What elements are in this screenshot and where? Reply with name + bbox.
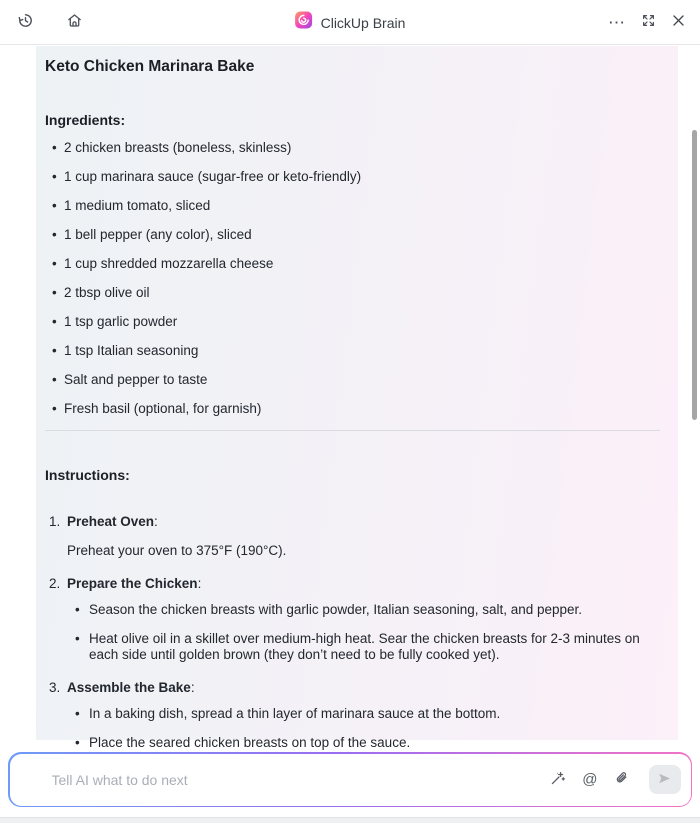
clickup-brain-logo-icon — [295, 11, 313, 34]
ingredient-item: • 1 medium tomato, sliced — [52, 198, 664, 214]
mention-button[interactable] — [582, 772, 597, 787]
paper-plane-icon — [657, 771, 672, 789]
step-bullet: • Place the seared chicken breasts on top of the sauce. — [75, 735, 664, 751]
ingredient-item: • Fresh basil (optional, for garnish) — [52, 401, 664, 417]
instructions-heading: Instructions: — [45, 467, 130, 483]
at-sign-icon: @ — [582, 771, 598, 788]
vertical-scrollbar-thumb[interactable] — [692, 130, 697, 420]
ingredient-item: • 1 tsp Italian seasoning — [52, 343, 664, 359]
ingredients-list — [45, 140, 664, 417]
expand-button[interactable] — [641, 13, 656, 31]
ingredient-item: • 1 bell pepper (any color), sliced — [52, 227, 664, 243]
recipe-title: Keto Chicken Marinara Bake — [45, 58, 255, 75]
step-title: Preheat Oven: — [67, 514, 158, 529]
ai-composer — [8, 752, 692, 807]
magic-wand-icon — [549, 770, 566, 790]
composer-inner — [10, 754, 691, 806]
attach-button[interactable] — [614, 770, 630, 789]
topbar-title-group — [295, 0, 406, 45]
composer-toolbar — [549, 765, 680, 794]
paperclip-icon — [614, 770, 630, 789]
ai-response-panel — [36, 46, 678, 750]
history-icon — [17, 12, 34, 32]
topbar-left — [0, 12, 83, 32]
expand-icon — [641, 13, 656, 31]
ingredient-item: • Salt and pepper to taste — [52, 372, 664, 388]
topbar-right — [608, 13, 700, 31]
close-button[interactable] — [671, 13, 686, 31]
instruction-step — [45, 680, 664, 751]
home-button[interactable] — [66, 12, 83, 32]
instruction-step — [45, 514, 664, 559]
ingredient-item: • 1 tsp garlic powder — [52, 314, 664, 330]
ingredient-item: • 1 cup shredded mozzarella cheese — [52, 256, 664, 272]
step-title: Prepare the Chicken: — [67, 576, 202, 591]
step-number: 2. — [49, 576, 61, 591]
step-bullet: • Season the chicken breasts with garlic powder, Italian seasoning, salt, and pepper. — [75, 602, 664, 618]
step-bullet: • Heat olive oil in a skillet over medium-high heat. Sear the chicken breasts for 2-3 minutes on each side until golden brown (they don’t need to be fully cooked yet). — [75, 631, 664, 663]
ai-tools-button[interactable] — [549, 770, 566, 790]
ingredient-item: • 1 cup marinara sauce (sugar-free or keto-friendly) — [52, 169, 664, 185]
instructions-list — [45, 514, 664, 751]
step-number: 3. — [49, 680, 61, 695]
ingredient-item: • 2 tbsp olive oil — [52, 285, 664, 301]
ingredient-item: • 2 chicken breasts (boneless, skinless) — [52, 140, 664, 156]
ellipsis-icon: ⋯ — [608, 12, 626, 32]
window-bottom-edge — [0, 817, 700, 823]
step-bullet: • In a baking dish, spread a thin layer of marinara sauce at the bottom. — [75, 706, 664, 722]
window-title: ClickUp Brain — [320, 14, 406, 31]
home-icon — [66, 12, 83, 32]
topbar — [0, 0, 700, 45]
instruction-step — [45, 576, 664, 663]
step-title: Assemble the Bake: — [67, 680, 195, 695]
ai-prompt-input[interactable] — [50, 771, 550, 789]
step-number: 1. — [49, 514, 61, 529]
section-divider — [45, 430, 660, 431]
more-options-button[interactable] — [608, 14, 626, 31]
ingredients-heading: Ingredients: — [45, 112, 126, 128]
step-text: Preheat your oven to 375°F (190°C). — [67, 543, 287, 558]
history-button[interactable] — [17, 12, 34, 32]
send-button[interactable] — [649, 765, 681, 794]
close-icon — [671, 13, 686, 31]
